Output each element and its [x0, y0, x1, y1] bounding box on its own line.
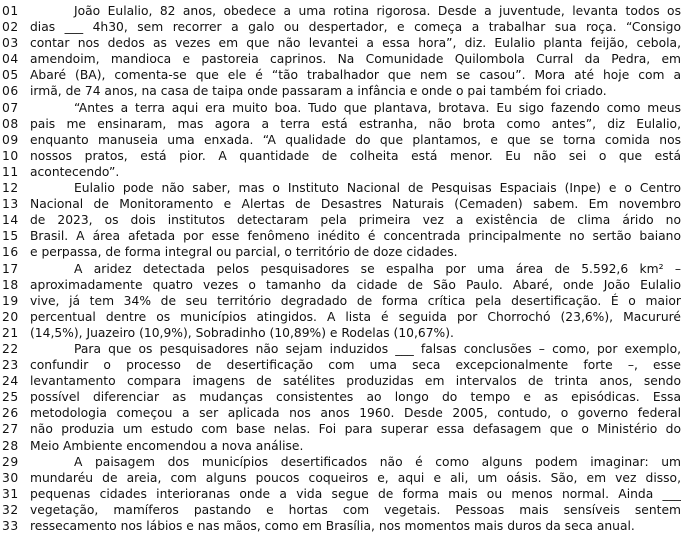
line-number: 20	[2, 309, 19, 324]
line-text: Eulalio pode não saber, mas o Instituto Nacional de Pesquisas Espaciais (Inpe) e o Centro	[74, 181, 681, 196]
line-text: Nacional de Monitoramento e Alertas de Desastres Naturais (Cemaden) sabem. Em novembro	[30, 197, 681, 212]
numbered-text-document	[2, 3, 681, 534]
line-number: 11	[2, 164, 19, 179]
text-line	[2, 19, 681, 35]
line-text: enquanto manuseia uma enxada. “A qualidade do que plantamos, e que se torna comida nos	[30, 132, 681, 147]
line-number: 12	[2, 181, 19, 196]
line-number: 08	[2, 116, 19, 131]
text-line	[2, 518, 681, 534]
text-line	[2, 454, 681, 470]
text-line	[2, 389, 681, 405]
line-number: 07	[2, 100, 19, 115]
line-number: 33	[2, 519, 19, 533]
line-number: 24	[2, 374, 19, 389]
text-line	[2, 325, 681, 341]
text-line	[2, 373, 681, 389]
line-number: 26	[2, 406, 19, 421]
line-text: não produzia um estudo com base nelas. Foi para superar essa defasagem que o Ministério do	[30, 422, 681, 437]
line-text: Brasil. A área afetada por esse fenômeno inédito é concentrada principalmente no sertão baiano	[30, 229, 681, 244]
text-line	[2, 83, 681, 99]
text-line	[2, 357, 681, 373]
text-line	[2, 244, 681, 260]
line-number: 18	[2, 277, 19, 292]
line-text: Meio Ambiente encomendou a nova análise.	[30, 438, 304, 453]
text-line	[2, 100, 681, 116]
line-text: A aridez detectada pelos pesquisadores se espalha por uma área de 5.592,6 km² –	[74, 261, 681, 276]
text-line	[2, 180, 681, 196]
line-number: 28	[2, 438, 19, 453]
line-text: dias ___ 4h30, sem recorrer a galo ou despertador, e começa a trabalhar sua roça. “Consigo	[30, 20, 681, 35]
line-text: e perpassa, de forma integral ou parcial, o território de doze cidades.	[30, 245, 458, 260]
line-number: 17	[2, 261, 19, 276]
line-text: A paisagem dos municípios desertificados não é como alguns podem imaginar: um	[74, 454, 681, 469]
text-line	[2, 309, 681, 325]
text-line	[2, 470, 681, 486]
text-line	[2, 35, 681, 51]
line-number: 23	[2, 358, 19, 373]
line-number: 27	[2, 422, 19, 437]
line-number: 02	[2, 20, 19, 35]
line-number: 32	[2, 502, 19, 517]
line-text: vive, já tem 34% de seu território degradado de forma crítica pela desertificação. É o maior	[30, 293, 681, 308]
line-text: amendoim, mandioca e pastoreia caprinos. Na Comunidade Quilombola Curral da Pedra, em	[30, 52, 681, 67]
line-text: vegetação, mamíferos pastando e hortas com vegetais. Pessoas mais sensíveis sentem	[30, 502, 681, 517]
line-number: 31	[2, 486, 19, 501]
text-line	[2, 438, 681, 454]
text-line	[2, 132, 681, 148]
text-line	[2, 212, 681, 228]
line-number: 21	[2, 325, 19, 340]
text-line	[2, 51, 681, 67]
line-text: acontecendo”.	[30, 164, 120, 179]
line-number: 01	[2, 4, 19, 18]
text-line	[2, 67, 681, 83]
line-number: 14	[2, 213, 19, 228]
line-text: pequenas cidades interioranas onde a vida segue de forma mais ou menos normal. Ainda ___	[30, 486, 681, 501]
line-text: (14,5%), Juazeiro (10,9%), Sobradinho (10,89%) e Rodelas (10,67%).	[30, 325, 454, 340]
text-line	[2, 405, 681, 421]
line-number: 05	[2, 68, 19, 83]
line-number: 04	[2, 52, 19, 67]
line-number: 25	[2, 390, 19, 405]
line-text: João Eulalio, 82 anos, obedece a uma rotina rigorosa. Desde a juventude, levanta todos os	[74, 4, 681, 18]
line-text: de 2023, os dois institutos detectaram pela primeira vez a existência de clima árido no	[30, 213, 681, 228]
text-line	[2, 341, 681, 357]
line-number: 10	[2, 148, 19, 163]
text-line	[2, 486, 681, 502]
line-number: 22	[2, 341, 19, 356]
text-line	[2, 196, 681, 212]
line-text: metodologia começou a ser aplicada nos anos 1960. Desde 2005, contudo, o governo federal	[30, 406, 681, 421]
text-line	[2, 293, 681, 309]
line-number: 13	[2, 197, 19, 212]
text-line	[2, 421, 681, 437]
line-text: Para que os pesquisadores não sejam induzidos ___ falsas conclusões – como, por exemplo,	[74, 341, 681, 356]
text-line	[2, 277, 681, 293]
line-text: nossos pratos, está pior. A quantidade de colheita está menor. Eu não sei o que está	[30, 148, 681, 163]
line-number: 19	[2, 293, 19, 308]
line-text: mundaréu de areia, com alguns poucos coqueiros e, aqui e ali, um oásis. São, em vez disso,	[30, 470, 681, 485]
text-line	[2, 261, 681, 277]
text-line	[2, 502, 681, 518]
text-line	[2, 164, 681, 180]
text-line	[2, 228, 681, 244]
line-text: “Antes a terra aqui era muito boa. Tudo que plantava, brotava. Eu sigo fazendo como meus	[74, 100, 681, 115]
text-line	[2, 3, 681, 19]
line-text: aproximadamente quatro vezes o tamanho da cidade de São Paulo. Abaré, onde João Eulalio	[30, 277, 681, 292]
line-number: 06	[2, 84, 19, 99]
line-text: irmã, de 74 anos, na casa de taipa onde passaram a infância e onde o pai também foi criado.	[30, 84, 607, 99]
text-line	[2, 116, 681, 132]
line-number: 16	[2, 245, 19, 260]
line-number: 03	[2, 36, 19, 51]
line-text: possível diferenciar as mudanças consistentes ao longo do tempo e as episódicas. Essa	[30, 390, 681, 405]
line-text: percentual dentre os municípios atingidos. A lista é seguida por Chorrochó (23,6%), Macururé	[30, 309, 681, 324]
line-text: contar nos dedos as vezes em que não levantei a essa hora”, diz. Eulalio planta feijão, cebola,	[30, 36, 681, 51]
line-text: Abaré (BA), comenta-se que ele é “tão trabalhador que nem se casou”. Mora até hoje com a	[30, 68, 681, 83]
line-text: confundir o processo de desertificação com uma seca excepcionalmente forte –, esse	[30, 358, 681, 373]
line-text: levantamento compara imagens de satélites produzidas em intervalos de trinta anos, sendo	[30, 374, 681, 389]
text-line	[2, 148, 681, 164]
line-text: ressecamento nos lábios e nas mãos, como em Brasília, nos momentos mais duros da seca anual.	[30, 519, 635, 533]
line-text: pais me ensinaram, mas agora a terra está estranha, não brota como antes”, diz Eulalio,	[30, 116, 681, 131]
line-number: 29	[2, 454, 19, 469]
line-number: 30	[2, 470, 19, 485]
line-number: 15	[2, 229, 19, 244]
line-number: 09	[2, 132, 19, 147]
